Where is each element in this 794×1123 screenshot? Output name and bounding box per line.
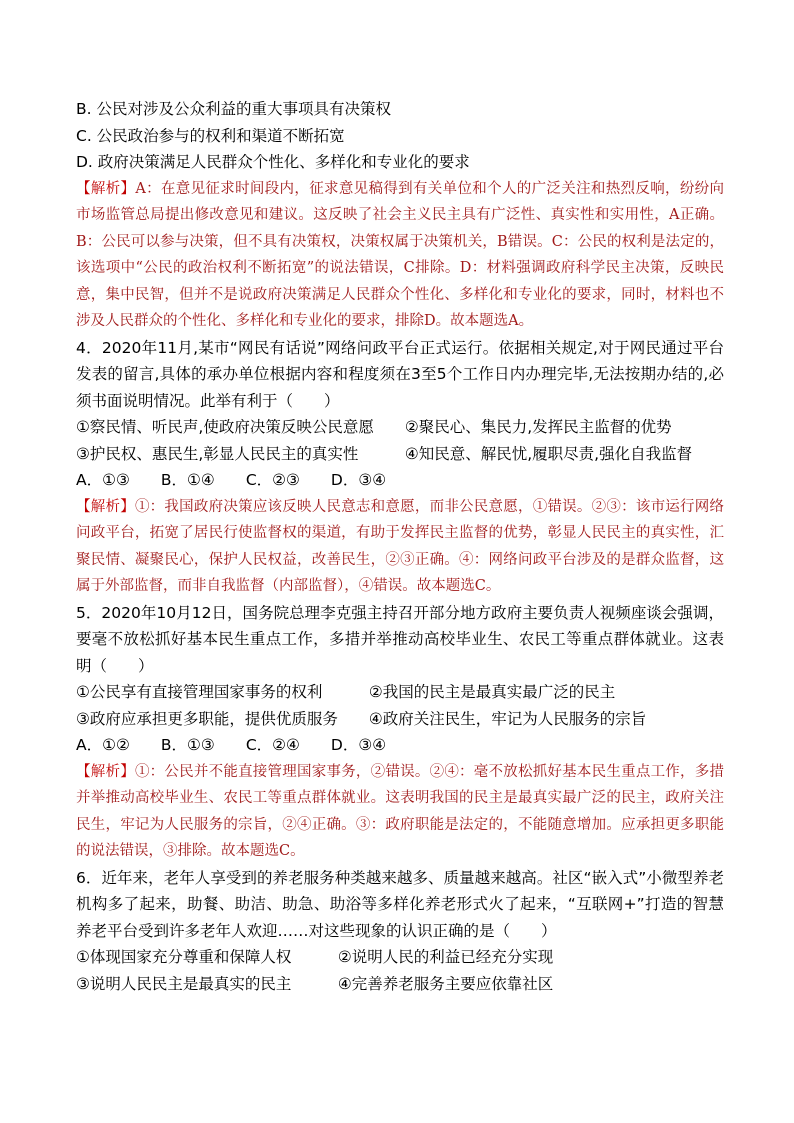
analysis-text: ①：我国政府决策应该反映人民意志和意愿，而非公民意愿，①错误。②③：该市运行网络问政平台，拓宽了居民行使监督权的渠道，有助于发挥民主监督的优势，彰显人民民主的真实性，汇聚民情、凝聚民心，保护人民权益，改善民生，②③正确。④：网络问政平台涉及的是群众监督，这属于外部监督，而非自我监督（内部监督），④错误。故本题选C。 [76, 498, 725, 594]
question-5-item-row: ③政府应承担更多职能，提供优质服务 ④政府关注民生，牢记为人民服务的宗旨 [76, 709, 647, 728]
question-4-analysis [76, 494, 724, 600]
question-3-analysis [76, 176, 724, 335]
question-4-choices: A．①③ B．①④ C．②③ D．③④ [76, 471, 387, 489]
analysis-text: ①：公民并不能直接管理国家事务，②错误。②④：毫不放松抓好基本民生重点工作，多措并举推动高校毕业生、农民工等重点群体就业。这表明我国的民主是最真实最广泛的民主，政府关注民生，牢记为人民服务的宗旨，②④正确。③：政府职能是法定的，不能随意增加。应承担更多职能的说法错误，③排除。故本题选C。 [76, 763, 725, 859]
analysis-tag: 【解析】 [76, 180, 136, 197]
question-5-item-row: ①公民享有直接管理国家事务的权利 ②我国的民主是最真实最广泛的民主 [76, 683, 616, 701]
question-6-item-row: ①体现国家充分尊重和保障人权 ②说明人民的利益已经充分实现 [76, 948, 554, 966]
option-d: D. 政府决策满足人民群众个性化、多样化和专业化的要求 [76, 153, 470, 171]
question-6-stem: 6．近年来，老年人享受到的养老服务种类越来越多、质量越来越高。社区“嵌入式”小微型养老机构多了起来，助餐、助洁、助急、助浴等多样化养老形式火了起来，“互联网+”打造的智慧养老平台受到许多老年人欢迎……对这些现象的认识正确的是（ ） [76, 868, 724, 940]
question-5-analysis [76, 759, 724, 865]
option-c: C. 公民政治参与的权利和渠道不断拓宽 [76, 126, 345, 145]
question-3-options [76, 96, 724, 176]
analysis-tag: 【解析】 [76, 498, 135, 515]
question-6-item-row: ③说明人民民主是最真实的民主 ④完善养老服务主要应依靠社区 [76, 974, 554, 993]
option-b: B. 公民对涉及公众利益的重大事项具有决策权 [76, 100, 391, 118]
question-4-stem: 4．2020年11月,某市“网民有话说”网络问政平台正式运行。依据相关规定,对于网民通过平台发表的留言,具体的承办单位根据内容和程度须在3至5个工作日内办理完毕,无法按期办结的,必须书面说明情况。此举有利于（ ） [76, 338, 724, 410]
document-page [76, 96, 724, 997]
question-5-choices: A．①② B．①③ C．②④ D．③④ [76, 736, 387, 754]
question-4-item-row: ①察民情、听民声,使政府决策反映公民意愿 ②聚民心、集民力,发挥民主监督的优势 [76, 418, 672, 436]
analysis-text: A：在意见征求时间段内，征求意见稿得到有关单位和个人的广泛关注和热烈反响，纷纷向市场监管总局提出修改意见和建议。这反映了社会主义民主具有广泛性、真实性和实用性，A正确。B：公民可以参与决策，但不具有决策权，决策权属于决策机关，B错误。C：公民的权利是法定的，该选项中“公民的政治权利不断拓宽”的说法错误，C排除。D：材料强调政府科学民主决策，反映民意，集中民智，但并不是说政府决策满足人民群众个性化、多样化和专业化的要求，同时，材料也不涉及人民群众的个性化、多样化和专业化的要求，排除D。故本题选A。 [76, 180, 725, 329]
question-5-stem: 5．2020年10月12日，国务院总理李克强主持召开部分地方政府主要负责人视频座谈会强调，要毫不放松抓好基本民生重点工作，多措并举推动高校毕业生、农民工等重点群体就业。这表明（ ） [76, 603, 724, 675]
analysis-tag: 【解析】 [76, 763, 135, 780]
question-4-item-row: ③护民权、惠民生,彰显人民民主的真实性 ④知民意、解民忧,履职尽责,强化自我监督 [76, 444, 693, 463]
